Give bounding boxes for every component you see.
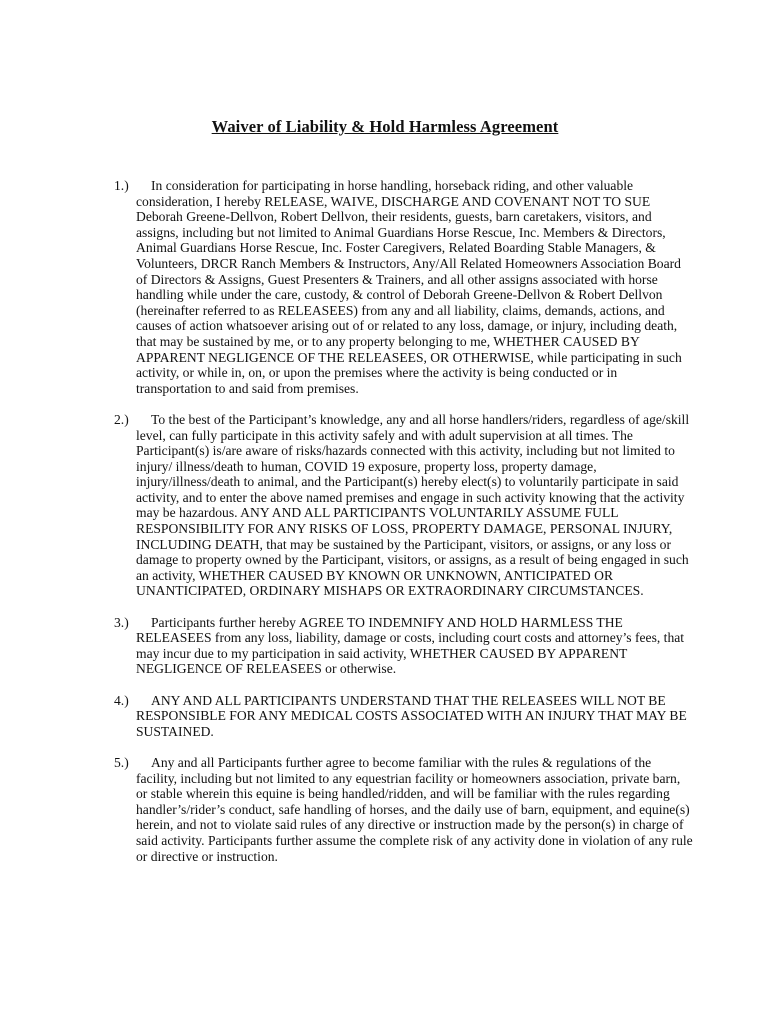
clause-text: In consideration for participating in horse handling, horseback riding, and other valuable consideration, I hereby RELEASE, WAIVE, DISCHARGE AND COVENANT NOT TO SUE Deborah Greene-Dellvon, Robert Dellvon, their residents, guests, barn caretakers, visitors, and assigns, including but not limited to Animal Guardians Horse Rescue, Inc. Members & Directors, Animal Guardians Horse Rescue, Inc. Foster Caregivers, Related Boarding Stable Managers, & Volunteers, DRCR Ranch Members & Instructors, Any/All Related Homeowners Association Board of Directors & Assigns, Guest Presenters & Trainers, and all other assigns associated with horse handling while under the care, custody, & control of Deborah Greene-Dellvon & Robert Dellvon (hereinafter referred to as RELEASEES) from any and all liability, claims, demands, actions, and causes of action whatsoever arising out of or related to any loss, damage, or injury, including death, that may be sustained by me, or to any property belonging to me, WHETHER CAUSED BY APPARENT NEGLIGENCE OF THE RELEASEES, OR OTHERWISE, while participating in such activity, or while in, on, or upon the premises where the activity is being conducted or in transportation to and said from premises. bbox=[136, 178, 682, 396]
clause-1 bbox=[114, 178, 694, 396]
clause-number: 3.) bbox=[114, 614, 129, 630]
clause-number: 2.) bbox=[114, 411, 129, 427]
clause-2 bbox=[114, 412, 694, 599]
clause-3 bbox=[114, 615, 694, 677]
clause-text: To the best of the Participant’s knowledge, any and all horse handlers/riders, regardless of age/skill level, can fully participate in this activity safely and with adult supervision at all times. The Participant(s) is/are aware of risks/hazards connected with this activity, including but not limited to injury/ illness/death to human, COVID 19 exposure, property loss, property damage, injury/illness/death to animal, and the Participant(s) hereby elect(s) to voluntarily participate in said activity, and to enter the above named premises and engage in such activity knowing that the activity may be hazardous. ANY AND ALL PARTICIPANTS VOLUNTARILY ASSUME FULL RESPONSIBILITY FOR ANY RISKS OF LOSS, PROPERTY DAMAGE, PERSONAL INJURY, INCLUDING DEATH, that may be sustained by the Participant, visitors, or assigns, or any loss or damage to property owned by the Participant, visitors, or assigns, as a result of being engaged in such an activity, WHETHER CAUSED BY KNOWN OR UNKNOWN, ANTICIPATED OR UNANTICIPATED, ORDINARY MISHAPS OR EXTRAORDINARY CIRCUMSTANCES. bbox=[136, 411, 690, 599]
clause-number: 1.) bbox=[114, 178, 129, 193]
clause-text: Any and all Participants further agree to become familiar with the rules & regulations of the facility, including but not limited to any equestrian facility or homeowners association, private barn, or stable wherein this equine is being handled/ridden, and will be familiar with the rules regarding handler’s/rider’s conduct, safe handling of horses, and the daily use of barn, equipment, and equine(s) herein, and not to violate said rules of any directive or instruction made by the person(s) in charge of said activity. Participants further assume the complete risk of any activity done in violation of any rule or directive or instruction. bbox=[136, 754, 693, 864]
clause-number: 5.) bbox=[114, 754, 129, 770]
clause-list bbox=[114, 178, 694, 880]
clause-text: ANY AND ALL PARTICIPANTS UNDERSTAND THAT THE RELEASEES WILL NOT BE RESPONSIBLE FOR ANY MEDICAL COSTS ASSOCIATED WITH AN INJURY THAT MAY BE SUSTAINED. bbox=[136, 692, 687, 739]
clause-5 bbox=[114, 755, 694, 864]
clause-text: Participants further hereby AGREE TO INDEMNIFY AND HOLD HARMLESS THE RELEASEES from any loss, liability, damage or costs, including court costs and attorney’s fees, that may incur due to my participation in said activity, WHETHER CAUSED BY APPARENT NEGLIGENCE OF RELEASEES or otherwise. bbox=[136, 614, 685, 677]
clause-number: 4.) bbox=[114, 692, 129, 708]
clause-4 bbox=[114, 693, 694, 740]
document-title: Waiver of Liability & Hold Harmless Agreement bbox=[211, 117, 559, 136]
